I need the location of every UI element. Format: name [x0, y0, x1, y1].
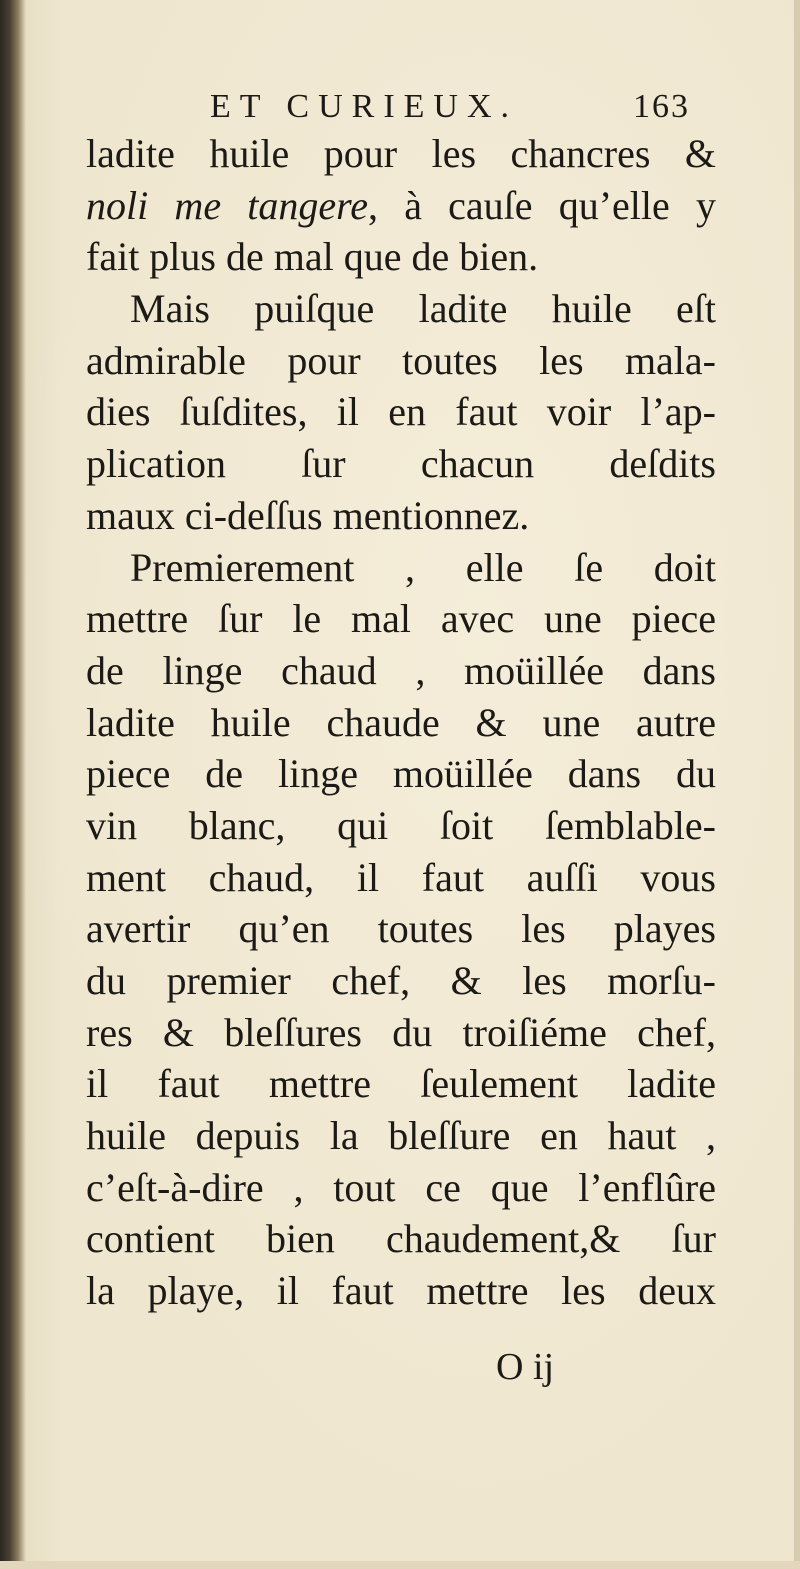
text-line: maux ci-deſſus mentionnez. [86, 492, 530, 538]
text-line: c’eſt-à-dire , tout ce que l’enflûre [86, 1164, 716, 1210]
text-line: huile depuis la bleſſure en haut , [86, 1113, 716, 1159]
text-line: la playe, il faut mettre les deux [86, 1268, 716, 1314]
text-line: avertir qu’en toutes les playes [86, 906, 716, 952]
text-line: contient bien chaudement,& ſur [86, 1216, 716, 1262]
text-line: Premierement , elle ſe doit [130, 544, 716, 590]
running-title: ET CURIEUX. [210, 88, 519, 125]
text-line: mettre ſur le mal avec une piece [86, 596, 716, 642]
text-line: res & bleſſures du troiſiéme chef, [86, 1009, 716, 1055]
text-line: vin blanc, qui ſoit ſemblable- [86, 802, 716, 848]
text-line: de linge chaud , moüillée dans [86, 647, 716, 693]
text-line: admirable pour toutes les mala- [86, 337, 716, 383]
signature-mark: O ij [496, 1346, 555, 1388]
text-line: piece de linge moüillée dans du [86, 751, 716, 797]
text-line: ment chaud, il faut auſſi vous [86, 854, 716, 900]
text-line: Mais puiſque ladite huile eſt [130, 286, 716, 332]
text-line: ladite huile chaude & une autre [86, 699, 716, 745]
text-line: fait plus de mal que de bien. [86, 234, 539, 280]
binding-gutter [0, 0, 26, 1569]
page-edge-bottom [0, 1561, 800, 1569]
text-line: il faut mettre ſeulement ladite [86, 1061, 716, 1107]
page-edge-right [794, 0, 800, 1569]
text-line: dies ſuſdites, il en faut voir l’ap- [86, 389, 716, 435]
italic-phrase: noli me tangere [86, 182, 368, 228]
text-line: ladite huile pour les chancres & [86, 131, 716, 176]
body-text [86, 128, 716, 1317]
text-line: du premier chef, & les morſu- [86, 958, 716, 1003]
page-number: 163 [633, 88, 690, 125]
text-line: plication ſur chacun deſdits [86, 441, 716, 487]
text-line [86, 180, 716, 232]
text-line-rest: , à cauſe qu’elle y [367, 182, 716, 228]
